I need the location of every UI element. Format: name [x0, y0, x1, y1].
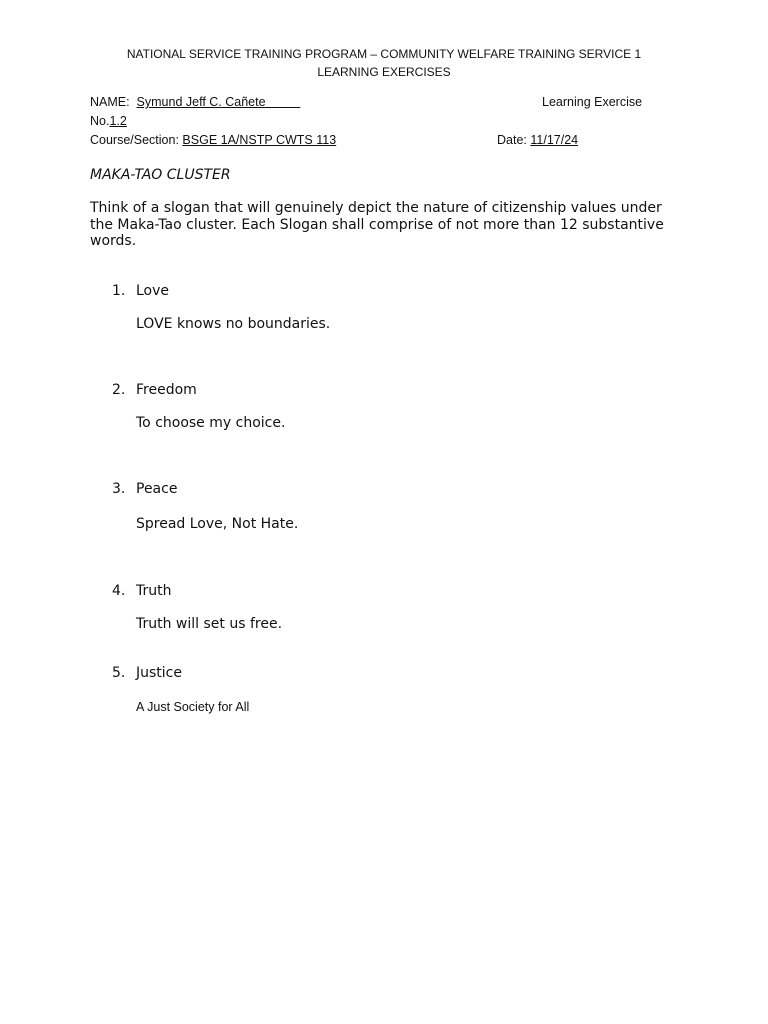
item-number: 2. [112, 382, 126, 398]
name-value: Symund Jeff C. Cañete [136, 95, 266, 109]
item-slogan-truth: Truth will set us free. [136, 616, 283, 632]
date-field [497, 133, 578, 147]
item-number: 3. [112, 481, 126, 497]
item-number: 1. [112, 283, 126, 299]
item-slogan-justice: A Just Society for All [136, 700, 250, 714]
exercise-heading: LEARNING EXERCISES [317, 65, 451, 79]
name-field [90, 95, 300, 109]
item-number: 4. [112, 583, 126, 599]
course-section-value: BSGE 1A/NSTP CWTS 113 [182, 133, 337, 147]
exercise-number-field [90, 114, 127, 128]
item-title-peace: Peace [136, 481, 178, 497]
item-title-freedom: Freedom [136, 382, 197, 398]
program-title: NATIONAL SERVICE TRAINING PROGRAM – COMMUNITY WELFARE TRAINING SERVICE 1 [126, 47, 642, 61]
course-section-label: Course/Section: [90, 133, 179, 147]
date-label: Date: [497, 133, 527, 147]
learning-exercise-label: Learning Exercise [542, 95, 643, 109]
course-section-field [90, 133, 336, 147]
instructions-paragraph: Think of a slogan that will genuinely depict the nature of citizenship values under the Maka-Tao cluster. Each Slogan shall comprise of not more than 12 substantive words. [90, 200, 664, 249]
item-number: 5. [112, 665, 126, 681]
date-value: 11/17/24 [530, 133, 579, 147]
cluster-title: MAKA-TAO CLUSTER [90, 167, 231, 183]
item-slogan-love: LOVE knows no boundaries. [136, 316, 331, 332]
item-slogan-freedom: To choose my choice. [136, 415, 286, 431]
exercise-number-value: 1.2 [109, 114, 127, 128]
item-slogan-peace: Spread Love, Not Hate. [136, 516, 299, 532]
exercise-number-label: No. [90, 114, 110, 128]
item-title-love: Love [136, 283, 170, 299]
name-label: NAME: [90, 95, 130, 109]
item-title-truth: Truth [136, 583, 172, 599]
item-title-justice: Justice [136, 665, 182, 681]
